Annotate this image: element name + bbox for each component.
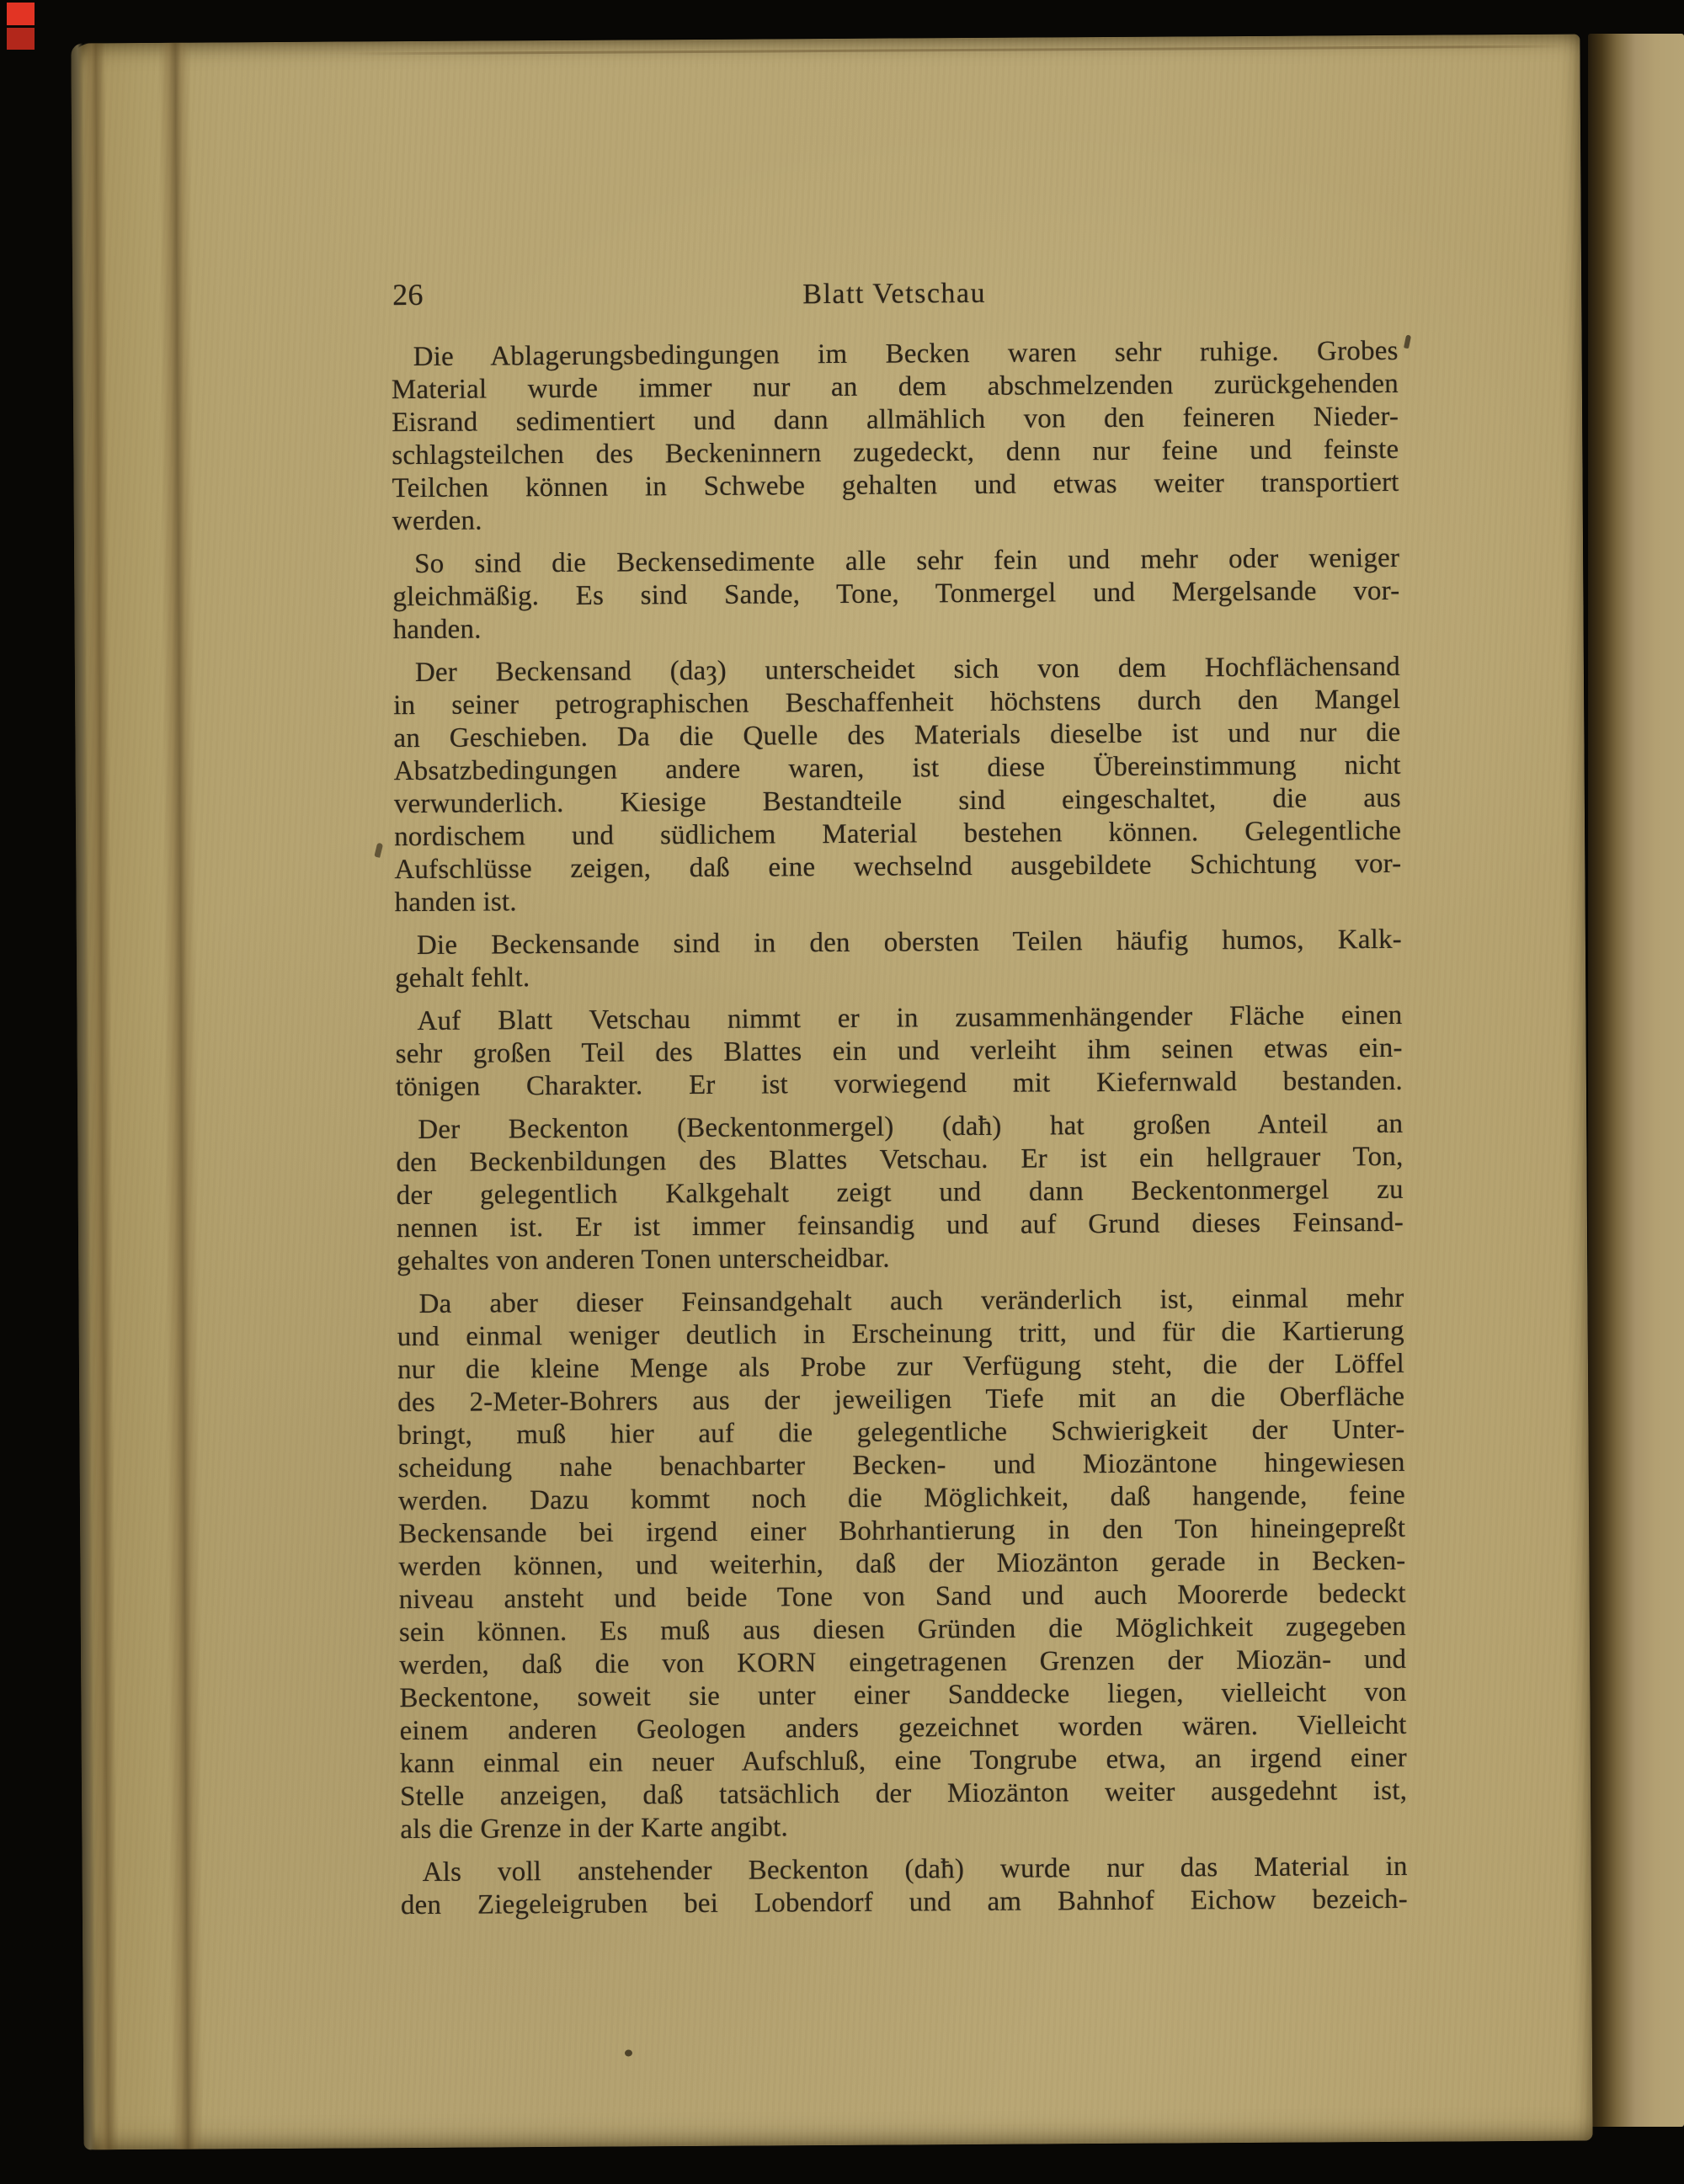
paragraph <box>397 1282 1407 1846</box>
text-line: Die Ablagerungsbedingungen im Becken waren sehr ruhige. Grobes <box>413 335 1399 373</box>
text-line: nennen ist. Er ist immer feinsandig und auf Grund dieses Feinsand- <box>396 1207 1404 1244</box>
text-line: So sind die Beckensedimente alle sehr fein und mehr oder weniger <box>414 542 1400 580</box>
text-line: Beckensande bei irgend einer Bohrhantierung in den Ton hineingepreßt <box>398 1512 1406 1550</box>
text-line: werden. Dazu kommt noch die Möglichkeit, daß hangende, feine <box>397 1479 1406 1517</box>
paragraph <box>395 999 1403 1104</box>
text-line: werden können, und weiterhin, daß der Miozänton gerade in Becken- <box>398 1545 1406 1583</box>
text-line: Eisrand sedimentiert und dann allmählich von den feineren Nieder- <box>392 401 1399 439</box>
text-line: Auf Blatt Vetschau nimmt er in zusammenhängender Fläche einen <box>417 999 1403 1037</box>
text-line: handen. <box>392 614 482 646</box>
text-line: den Beckenbildungen des Blattes Vetschau. Er ist ein hellgrauer Ton, <box>396 1141 1404 1179</box>
book-page <box>71 35 1592 2150</box>
paragraph <box>392 335 1399 538</box>
paragraph <box>396 1108 1404 1278</box>
underlying-page-edge <box>1588 34 1684 2127</box>
text-line: verwunderlich. Kiesige Bestandteile sind eingeschaltet, die aus <box>393 782 1401 820</box>
text-line: gehalt fehlt. <box>395 962 530 994</box>
printed-content <box>391 273 1408 1922</box>
text-line: des 2-Meter-Bohrers aus der jeweiligen Tiefe mit an die Oberfläche <box>397 1381 1405 1419</box>
text-line: Material wurde immer nur an dem abschmelzenden zurückgehenden <box>391 368 1399 406</box>
text-line: scheidung nahe benachbarter Becken- und Miozäntone hingewiesen <box>397 1446 1405 1484</box>
text-line: schlagsteilchen des Beckeninnern zugedeckt, denn nur feine und feinste <box>392 434 1399 471</box>
stray-ink-mark <box>374 843 383 858</box>
page-edge-ridge <box>83 43 118 2149</box>
text-line: werden, daß die von KORN eingetragenen Grenzen der Miozän- und <box>399 1643 1407 1681</box>
text-line: der gelegentlich Kalkgehalt zeigt und dann Beckentonmergel zu <box>396 1174 1404 1212</box>
text-line: einem anderen Geologen anders gezeichnet worden wären. Vielleicht <box>399 1709 1407 1747</box>
page-edge-ridge <box>158 43 203 2149</box>
stray-ink-mark <box>1404 334 1411 349</box>
text-line: den Ziegeleigruben bei Lobendorf und am Bahnhof Eichow bezeich- <box>400 1883 1408 1921</box>
text-line: Der Beckenton (Beckentonmergel) (daħ) hat großen Anteil an <box>418 1108 1404 1146</box>
text-line: bringt, muß hier auf die gelegentliche Schwierigkeit der Unter- <box>397 1414 1405 1452</box>
text-line: sehr großen Teil des Blattes ein und verleiht ihm seinen etwas ein- <box>395 1032 1403 1070</box>
paragraph <box>395 924 1402 995</box>
paragraph <box>401 1851 1408 1922</box>
scanner-color-mark-bottom <box>7 28 35 50</box>
text-line: Der Beckensand (daȝ) unterscheidet sich von dem Hochflächensand <box>414 651 1401 689</box>
text-line: Teilchen können in Schwebe gehalten und etwas weiter transportiert <box>392 466 1399 504</box>
text-line: niveau ansteht und beide Tone von Sand und auch Moorerde bedeckt <box>398 1578 1406 1616</box>
text-line: Aufschlüsse zeigen, daß eine wechselnd ausgebildete Schichtung vor- <box>394 848 1402 886</box>
text-line: Die Beckensande sind in den obersten Teilen häufig humos, Kalk- <box>416 924 1403 961</box>
paragraph <box>392 542 1400 647</box>
text-line: gleichmäßig. Es sind Sande, Tone, Tonmergel und Mergelsande vor- <box>392 575 1400 613</box>
ink-speck <box>625 2049 632 2056</box>
body-text <box>392 335 1408 1922</box>
text-line: Als voll anstehender Beckenton (daħ) wurde nur das Material in <box>422 1851 1408 1888</box>
text-line: werden. <box>392 505 482 537</box>
text-line: Beckentone, soweit sie unter einer Sanddecke liegen, vielleicht von <box>399 1676 1407 1714</box>
text-line: kann einmal ein neuer Aufschluß, eine Tongrube etwa, an irgend einer <box>399 1742 1407 1780</box>
text-line: tönigen Charakter. Er ist vorwiegend mit Kiefernwald bestanden. <box>395 1065 1404 1103</box>
text-line: Absatzbedingungen andere waren, ist diese Übereinstimmung nicht <box>393 749 1401 787</box>
text-line: handen ist. <box>394 887 517 919</box>
text-line: und einmal weniger deutlich in Erscheinung tritt, und für die Kartierung <box>397 1315 1404 1353</box>
page-header <box>391 273 1398 312</box>
text-line: an Geschieben. Da die Quelle des Materials dieselbe ist und nur die <box>393 716 1401 754</box>
scanner-color-mark-top <box>7 3 35 25</box>
page-number: 26 <box>392 277 424 312</box>
text-line: nordischem und südlichem Material bestehen können. Gelegentliche <box>394 815 1402 853</box>
paragraph <box>393 651 1402 919</box>
running-title: Blatt Vetschau <box>802 277 987 311</box>
text-line: in seiner petrographischen Beschaffenheit höchstens durch den Mangel <box>393 684 1401 722</box>
text-line: Da aber dieser Feinsandgehalt auch veränderlich ist, einmal mehr <box>418 1282 1404 1320</box>
text-line: gehaltes von anderen Tonen unterscheidbar. <box>397 1243 890 1277</box>
text-line: als die Grenze in der Karte angibt. <box>400 1812 789 1846</box>
text-line: Stelle anzeigen, daß tatsächlich der Miozänton weiter ausgedehnt ist, <box>399 1775 1408 1813</box>
text-line: nur die kleine Menge als Probe zur Verfügung steht, die der Löffel <box>397 1348 1405 1386</box>
text-line: sein können. Es muß aus diesen Gründen die Möglichkeit zugegeben <box>398 1611 1407 1649</box>
